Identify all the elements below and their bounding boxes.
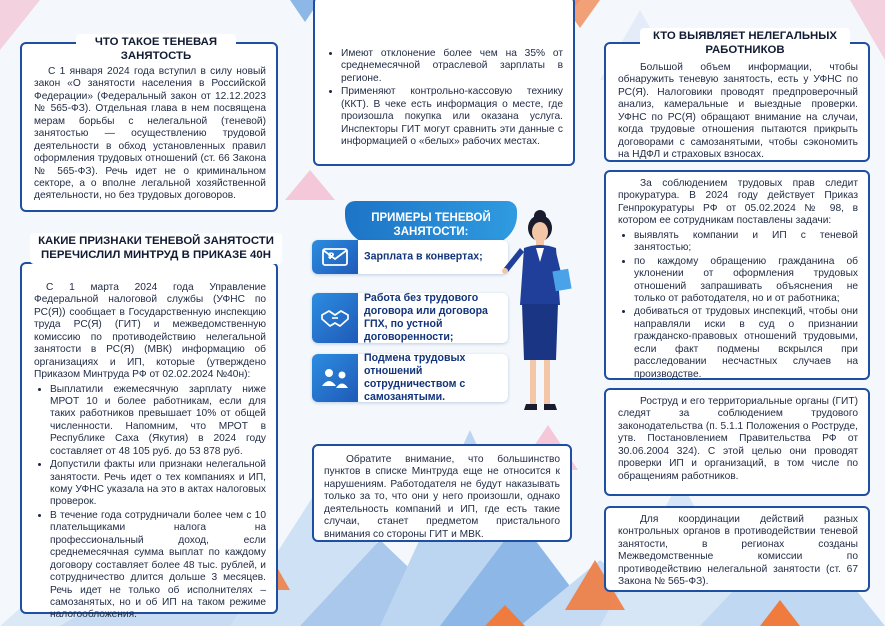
who-detects-text: Большой объем информации, чтобы обнаружить теневую занятость, есть у УФНС по РС(Я). Налоговики проводят предпроверочный анализ, камеральные и выездные проверки. УФНС по РС(Я) обращают внимание на случаи, когда трудовые отношения пытаются прикрыть договорами с самозанятыми, чтобы сэкономить на НДФЛ и страховых взносах. (618, 62, 858, 161)
card-additional-signs (313, 0, 575, 166)
list-item: • Выплатили ежемесячную зарплату ниже МРОТ 10 и более работникам, если для таких работников превышает 10% от общей численности. Напомним, что МРОТ в Республике Саха (Якутия) в 2024 году составляет от 48 105 руб. до 53 878 руб. (50, 384, 266, 459)
list-item: • Имеют отклонение более чем на 35% от среднемесячной отраслевой зарплаты в регионе. (341, 48, 563, 85)
list-item: • Применяют контрольно-кассовую технику (ККТ). В чеке есть информация о месте, где произошла покупка или оказана услуга. Инспекторы ГИТ могут сравнить эти данные с информацией о «белых» рабочих местах. (341, 86, 563, 148)
example-item-self-employed (312, 354, 508, 402)
examples-title: ПРИМЕРЫ ТЕНЕВОЙ ЗАНЯТОСТИ: (345, 201, 517, 245)
businesswoman-illustration (500, 210, 580, 420)
note-text: Обратите внимание, что большинство пунктов в списке Минтруда еще не относится к нарушениям. Работодателя не будут наказывать только за то, что они у него произошли, однако деятельность компаний и ИП, где есть такие случаи, станет предметом пристального внимания со стороны ГИТ и МВК. (324, 454, 560, 540)
list-item: • по каждому обращению гражданина об уклонении от оформления трудовых отношений запрашивать объяснения не только от работодателя, но и от работника; (634, 256, 858, 306)
rostrud-text: Роструд и его территориальные органы (ГИТ) следят за соблюдением трудового законодательства (п. 5.1.1 Положения о Роструде, утв. Постановлением Правительства РФ от 30.06.2004 324). С этой целью они проводят проверки ИП и организаций, в том числе по обращениям работников. (618, 396, 858, 482)
people-exchange-icon (312, 354, 358, 402)
example-item-envelope (312, 240, 508, 274)
example-no-contract-text: Работа без трудового договора или договора ГПХ, по устной договоренности; (364, 292, 488, 343)
card-rostrud (604, 388, 870, 496)
svg-text:₽: ₽ (328, 252, 335, 262)
card-prosecutor (604, 170, 870, 380)
card-title-signs: КАКИЕ ПРИЗНАКИ ТЕНЕВОЙ ЗАНЯТОСТИ ПЕРЕЧИСЛИЛ МИНТРУД В ПРИКАЗЕ 40Н (30, 233, 282, 264)
list-item: • В течение года сотрудничали более чем с 10 плательщиками налога на профессиональный доход, если среднемесячная сумма выплат по каждому договору составляет более 48 тыс. рублей, и сотрудничество длится дольше 3 месяцев. Речь идет не только об исполнителях – самозанятых, но и об ИП на таком режиме налогообложения. (50, 510, 266, 622)
list-item: • Допустили факты или признаки нелегальной занятости. Речь идет о тех компаниях и ИП, кому УФНС указала на это в актах налоговых проверок. (50, 459, 266, 509)
prosecutor-intro: За соблюдением трудовых прав следит прокуратура. В 2024 году действует Приказ Генпрокуратуры РФ от 05.02.2024 № 98, в котором ее сотрудникам поставлены задачи: (618, 178, 858, 227)
ruble-envelope-icon (312, 240, 358, 274)
example-self-employed-text: Подмена трудовых отношений сотрудничеством с самозанятыми. (364, 352, 466, 403)
list-item: • добиваться от трудовых инспекций, чтобы они направляли иски в суд о признании гражданско-правовых отношений трудовыми, если факт подмены вскрылся при расследовании несчастных случаев на производстве. (634, 306, 858, 381)
card-title-what-is: ЧТО ТАКОЕ ТЕНЕВАЯ ЗАНЯТОСТЬ (76, 34, 236, 65)
card-commissions (604, 506, 870, 592)
card-what-is-shadow-employment (20, 42, 278, 212)
example-envelope-text: Зарплата в конвертах; (364, 250, 483, 263)
card-signs-of-shadow-employment (20, 262, 278, 621)
card-who-detects (604, 42, 870, 162)
signs-list (34, 384, 266, 622)
handshake-icon (312, 293, 358, 343)
list-item: • выявлять компании и ИП с теневой занятостью; (634, 230, 858, 255)
shadow-employment-definition: С 1 января 2024 года вступил в силу новый закон «О занятости населения в Российской Федерации» (Федеральный закон от 12.12.2023 № 565-ФЗ). Отдельная глава в нем посвящена мерам борьбы с нелегальной (теневой) занятостью — осуществлению трудовой деятельности в обход установленных правил оформления трудовых отношений (ст. 66 Закона № 565-ФЗ). Речь идет не о криминальном секторе, а о вполне легальной хозяйственной деятельности, но без трудовых договоров. (34, 66, 266, 202)
card-note (312, 444, 572, 542)
card-title-who-detects: КТО ВЫЯВЛЯЕТ НЕЛЕГАЛЬНЫХ РАБОТНИКОВ (640, 28, 850, 59)
signs-intro: С 1 марта 2024 года Управление Федеральной налоговой службы (УФНС по РС(Я)) сообщает в Государственную инспекцию труда РС(Я) (ГИТ) и межведомственную комиссию по противодействию нелегальной занятости в РС(Я) (МВК) информацию об организациях и ИП, которые (утверждено Приказом Минтруда РФ от 02.02.2024 №40н): (34, 282, 266, 381)
additional-signs-list (325, 48, 563, 149)
prosecutor-tasks-list (618, 230, 858, 381)
commissions-text: Для координации действий разных контрольных органов в противодействии теневой занятости, в регионах созданы Межведомственные комиссии по противодействию нелегальной занятости (ст. 67 Закона № 565-ФЗ). (618, 514, 858, 588)
example-item-no-contract (312, 293, 508, 343)
